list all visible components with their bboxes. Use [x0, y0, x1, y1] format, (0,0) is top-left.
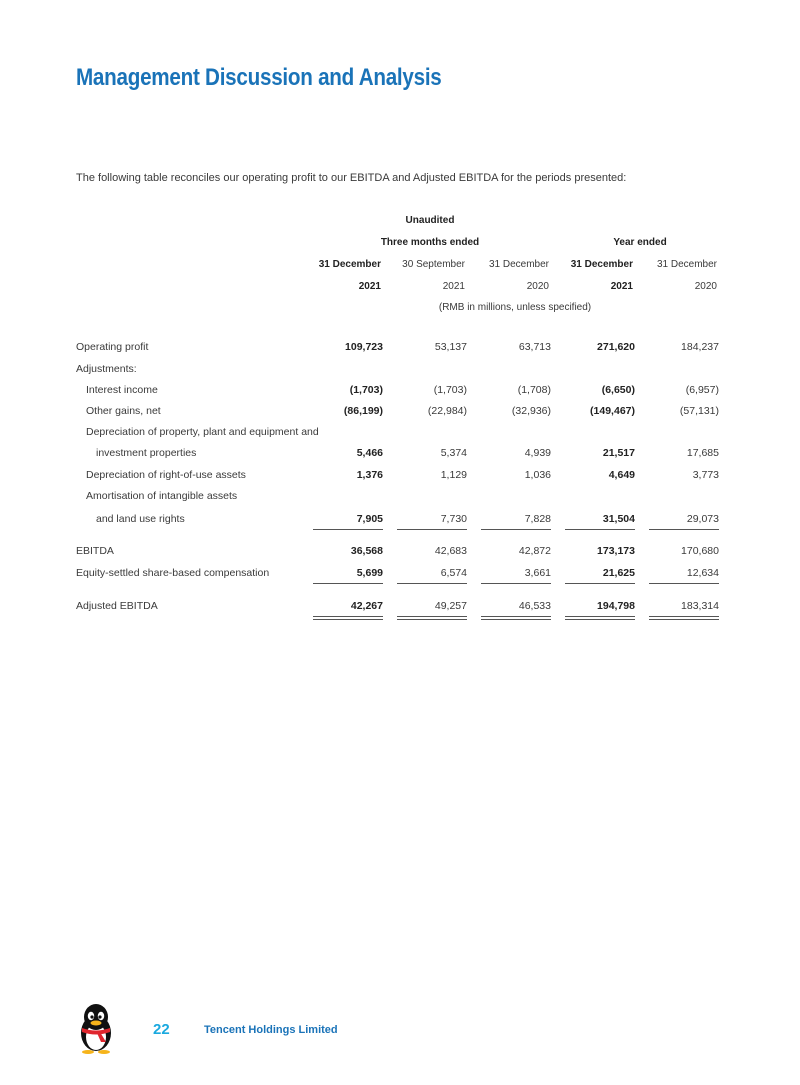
table-cell: 5,466 [356, 447, 383, 459]
row-label: Adjustments: [76, 363, 137, 375]
year-ended-header: Year ended [613, 237, 667, 248]
table-cell: (86,199) [343, 405, 383, 417]
total-rule [313, 616, 383, 617]
total-rule [481, 619, 551, 620]
page-title: Management Discussion and Analysis [76, 64, 442, 91]
table-cell: 1,036 [524, 469, 551, 481]
row-label: EBITDA [76, 545, 114, 557]
table-cell: 173,173 [597, 545, 635, 557]
row-label: and land use rights [96, 513, 185, 525]
table-cell: 3,773 [692, 469, 719, 481]
col3-year: 2020 [526, 281, 549, 292]
total-rule [649, 619, 719, 620]
table-cell: 5,374 [440, 447, 467, 459]
table-cell: 49,257 [434, 600, 467, 612]
table-cell: 42,683 [434, 545, 467, 557]
row-label: Adjusted EBITDA [76, 600, 158, 612]
table-cell: 170,680 [681, 545, 719, 557]
table-cell: 29,073 [686, 513, 719, 525]
subtotal-rule [481, 583, 551, 584]
table-cell: 1,129 [440, 469, 467, 481]
table-cell: (1,708) [517, 384, 551, 396]
table-cell: (6,650) [601, 384, 635, 396]
unaudited-header: Unaudited [405, 215, 455, 226]
table-cell: 31,504 [602, 513, 635, 525]
subtotal-rule [397, 529, 467, 530]
table-cell: 194,798 [597, 600, 635, 612]
row-label: Operating profit [76, 341, 149, 353]
qq-penguin-logo-icon [76, 1002, 116, 1054]
table-cell: (57,131) [679, 405, 719, 417]
table-cell: 3,661 [524, 567, 551, 579]
subtotal-rule [481, 529, 551, 530]
intro-text: The following table reconciles our operating profit to our EBITDA and Adjusted EBITDA for the periods presented: [76, 172, 627, 184]
table-cell: (22,984) [427, 405, 467, 417]
col2-date: 30 September [402, 259, 465, 270]
total-rule [565, 616, 635, 617]
three-months-ended-header: Three months ended [380, 237, 480, 248]
table-cell: 42,267 [350, 600, 383, 612]
col5-year: 2020 [694, 281, 717, 292]
subtotal-rule [565, 583, 635, 584]
table-cell: 21,625 [602, 567, 635, 579]
units-note: (RMB in millions, unless specified) [438, 302, 592, 313]
total-rule [649, 616, 719, 617]
table-cell: 184,237 [681, 341, 719, 353]
row-label: Equity-settled share-based compensation [76, 567, 270, 579]
subtotal-rule [397, 583, 467, 584]
col2-year: 2021 [442, 281, 465, 292]
table-cell: 109,723 [345, 341, 383, 353]
table-cell: 271,620 [597, 341, 635, 353]
table-cell: 183,314 [681, 600, 719, 612]
table-cell: (149,467) [590, 405, 635, 417]
company-name: Tencent Holdings Limited [204, 1024, 338, 1036]
table-cell: 63,713 [518, 341, 551, 353]
table-cell: 53,137 [434, 341, 467, 353]
row-label: Amortisation of intangible assets [86, 490, 238, 502]
total-rule [397, 619, 467, 620]
table-cell: (1,703) [433, 384, 467, 396]
row-label: Interest income [86, 384, 158, 396]
table-cell: 6,574 [440, 567, 467, 579]
table-cell: 21,517 [602, 447, 635, 459]
table-cell: 7,905 [356, 513, 383, 525]
table-cell: 36,568 [350, 545, 383, 557]
table-cell: 5,699 [356, 567, 383, 579]
row-label: Depreciation of right-of-use assets [86, 469, 246, 481]
table-cell: 7,730 [440, 513, 467, 525]
table-cell: 7,828 [524, 513, 551, 525]
table-cell: 12,634 [686, 567, 719, 579]
row-label: Other gains, net [86, 405, 161, 417]
col5-date: 31 December [656, 259, 717, 270]
table-cell: (32,936) [511, 405, 551, 417]
row-label: Depreciation of property, plant and equipment and [86, 426, 319, 438]
table-cell: 42,872 [518, 545, 551, 557]
table-cell: 4,649 [608, 469, 635, 481]
col1-year: 2021 [358, 281, 381, 292]
col4-date: 31 December [570, 259, 633, 270]
table-cell: (1,703) [349, 384, 383, 396]
table-cell: 46,533 [518, 600, 551, 612]
total-rule [565, 619, 635, 620]
page-number: 22 [153, 1021, 170, 1038]
table-cell: 4,939 [524, 447, 551, 459]
subtotal-rule [313, 583, 383, 584]
table-cell: 1,376 [356, 469, 383, 481]
subtotal-rule [649, 583, 719, 584]
subtotal-rule [565, 529, 635, 530]
total-rule [397, 616, 467, 617]
table-cell: (6,957) [685, 384, 719, 396]
table-cell: 17,685 [686, 447, 719, 459]
row-label: investment properties [96, 447, 197, 459]
subtotal-rule [313, 529, 383, 530]
total-rule [481, 616, 551, 617]
subtotal-rule [649, 529, 719, 530]
col4-year: 2021 [610, 281, 633, 292]
col3-date: 31 December [488, 259, 549, 270]
col1-date: 31 December [318, 259, 381, 270]
total-rule [313, 619, 383, 620]
